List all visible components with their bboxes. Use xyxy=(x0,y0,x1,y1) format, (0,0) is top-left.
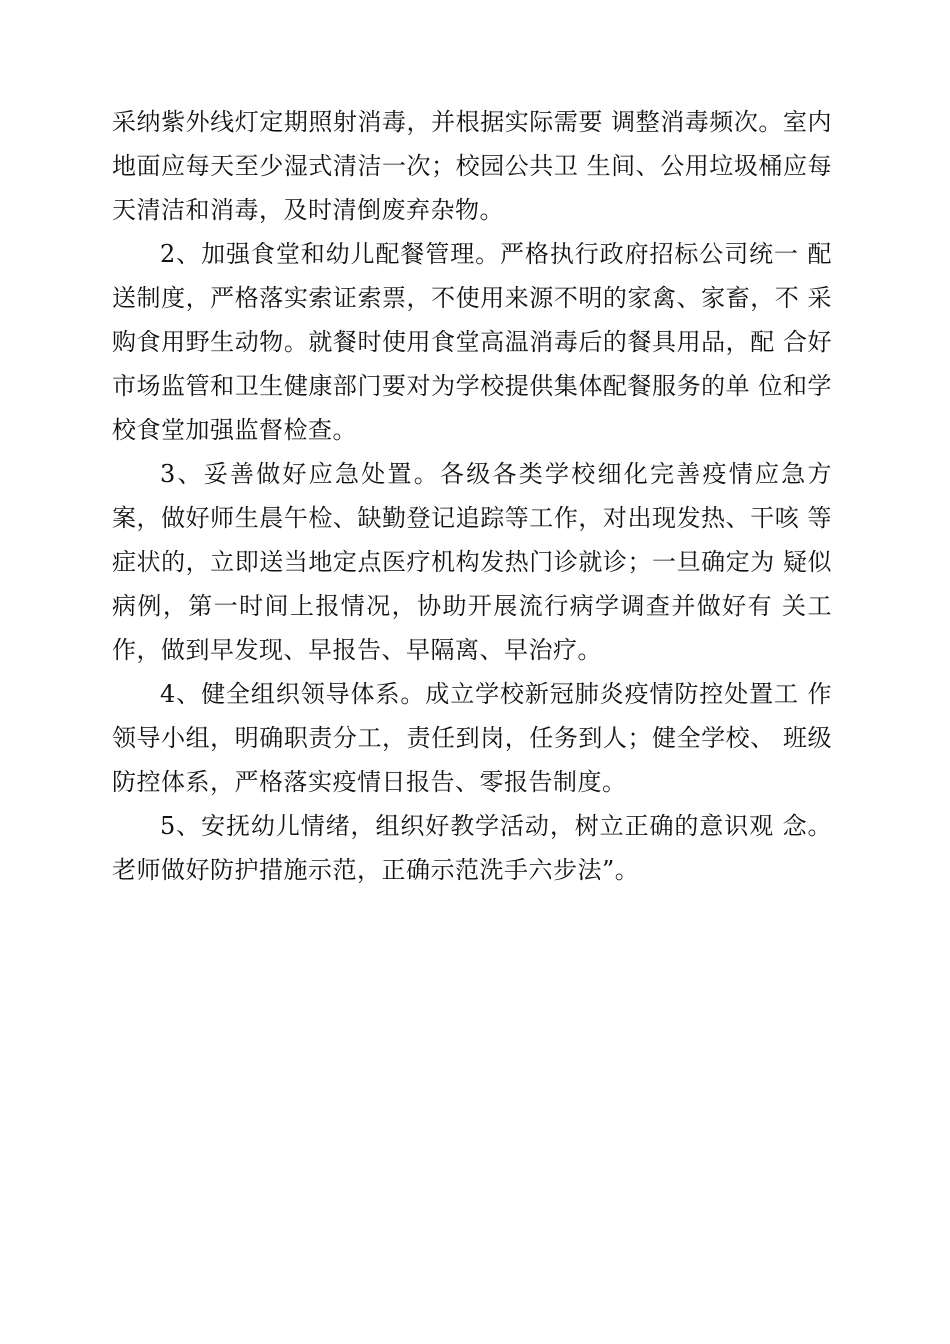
paragraph-emergency-response: 3、妥善做好应急处置。各级各类学校细化完善疫情应急方案，做好师生晨午检、缺勤登记追踪等工作，对出现发热、干咳 等症状的，立即送当地定点医疗机构发热门诊就诊；一旦确定为 疑似病例，第一时间上报情况，协助开展流行病学调查并做好有 关工作，做到早发现、早报告、早隔离、早治疗。 xyxy=(112,460,832,664)
paragraph-child-emotions: 5、安抚幼儿情绪，组织好教学活动，树立正确的意识观 念。老师做好防护措施示范，正确示范洗手六步法”。 xyxy=(112,812,832,884)
paragraph-canteen-management: 2、加强食堂和幼儿配餐管理。严格执行政府招标公司统一 配送制度，严格落实索证索票，不使用来源不明的家禽、家畜，不 采购食用野生动物。就餐时使用食堂高温消毒后的餐具用品，配 合好市场监管和卫生健康部门要对为学校提供集体配餐服务的单 位和学校食堂加强监督检查。 xyxy=(112,240,832,444)
paragraph-disinfection: 采纳紫外线灯定期照射消毒，并根据实际需要 调整消毒频次。室内地面应每天至少湿式清洁一次；校园公共卫 生间、公用垃圾桶应每天清洁和消毒，及时清倒废弃杂物。 xyxy=(112,108,832,224)
document-body xyxy=(112,100,832,892)
paragraph-leadership-system: 4、健全组织领导体系。成立学校新冠肺炎疫情防控处置工 作领导小组，明确职责分工，责任到岗，任务到人；健全学校、 班级防控体系，严格落实疫情日报告、零报告制度。 xyxy=(112,680,832,796)
